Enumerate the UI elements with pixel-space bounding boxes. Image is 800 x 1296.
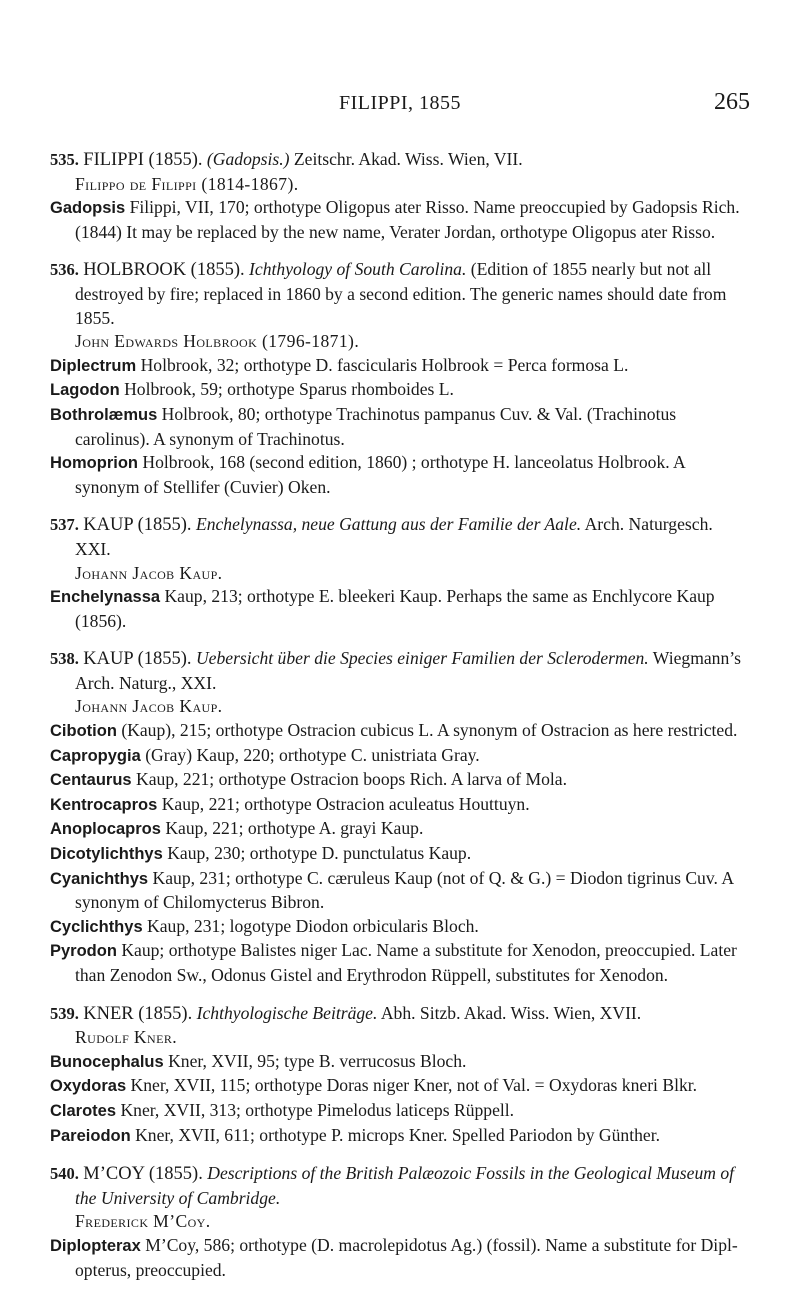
entry-heading	[50, 258, 750, 330]
genus-text: Kaup, 231; logotype Diodon orbicularis Bloch.	[147, 915, 479, 936]
genus-text: (Kaup), 215; orthotype Ostracion cubicus L. A synonym of Ostracion as here restricted.	[121, 720, 738, 741]
genus-text: Holbrook, 80; orthotype Trachinotus pampanus Cuv. & Val. (Trachinotus carolinus). A synonym of Trachinotus.	[75, 403, 677, 449]
entry-heading	[50, 1162, 750, 1210]
genus-text: Holbrook, 59; orthotype Sparus rhomboides L.	[124, 379, 454, 400]
entry-citation: Wiegmann’s Arch. Naturg., XXI.	[75, 648, 742, 693]
entry-author: M’COY (1855).	[83, 1164, 203, 1185]
genus-name: Cyanichthys	[50, 869, 149, 888]
genus-entry	[50, 585, 750, 633]
genus-entry	[50, 744, 750, 769]
entry-author: FILIPPI (1855).	[83, 150, 203, 170]
entry-byline: Frederick M’Coy.	[75, 1211, 211, 1232]
genus-text: Kaup, 221; orthotype Ostracion boops Rich. A larva of Mola.	[136, 769, 567, 790]
genus-entry	[50, 719, 750, 744]
genus-entry	[50, 817, 750, 842]
genus-text: Kner, XVII, 115; orthotype Doras niger Kner, not of Val. = Oxydoras kneri Blkr.	[130, 1075, 698, 1096]
genus-name: Cyclichthys	[50, 917, 143, 936]
genus-text: Kaup; orthotype Balistes niger Lac. Name a substitute for Xenodon, preoccupied. Later than Zenodon Sw., Odonus Gistel and Erythrodon Rüppell, substitutes for Xenodon.	[75, 940, 737, 985]
entry-byline: Johann Jacob Kaup.	[75, 562, 223, 583]
entry-number: 539.	[50, 1003, 79, 1023]
entry-citation: Abh. Sitzb. Akad. Wiss. Wien, XVII.	[380, 1002, 642, 1023]
genus-text: Kner, XVII, 313; orthotype Pimelodus laticeps Rüppell.	[120, 1099, 515, 1120]
entry-title: Ichthyologische Beiträge.	[196, 1002, 378, 1023]
genus-name: Pyrodon	[50, 942, 117, 961]
genus-text: M’Coy, 586; orthotype (D. macrolepidotus Ag.) (fossil). Name a substitute for Diplopterus, preoccupied.	[75, 1234, 738, 1280]
genus-text: Holbrook, 168 (second edition, 1860) ; orthotype H. lanceolatus Holbrook. A synonym of Stellifer (Cuvier) Oken.	[75, 452, 685, 497]
running-title: FILIPPI, 1855	[338, 92, 462, 114]
entry-title: (Gadopsis.)	[206, 149, 290, 169]
genus-entry	[50, 915, 750, 940]
genus-text: Kner, XVII, 95; type B. verrucosus Bloch.	[168, 1050, 467, 1071]
genus-name: Dicotylichthys	[50, 845, 163, 864]
entry-title: Descriptions of the British Palæozoic Fossils in the Geological Museum of the University of Cambridge.	[75, 1163, 735, 1208]
entry-byline: Filippo de Filippi (1814-1867).	[75, 173, 299, 194]
entry-byline: Johann Jacob Kaup.	[75, 696, 223, 717]
genus-entry	[50, 842, 750, 867]
entry-539	[50, 1002, 750, 1149]
entry-author: HOLBROOK (1855).	[83, 260, 245, 281]
genus-text: Holbrook, 32; orthotype D. fascicularis Holbrook = Perca formosa L.	[140, 354, 629, 375]
genus-entry	[50, 1124, 750, 1149]
genus-text: Kner, XVII, 611; orthotype P. microps Kner. Spelled Pariodon by Günther.	[135, 1124, 661, 1145]
genus-name: Lagodon	[50, 381, 120, 400]
entry-number: 538.	[50, 649, 79, 669]
entry-number: 536.	[50, 260, 79, 280]
entry-537	[50, 513, 750, 633]
genus-name: Oxydoras	[50, 1077, 127, 1096]
running-head	[0, 89, 800, 126]
entry-number: 540.	[50, 1164, 79, 1184]
genus-entry	[50, 768, 750, 793]
genus-name: Cibotion	[50, 722, 117, 741]
entry-citation: (Edition of 1855 nearly but not all destroyed by fire; replaced in 1860 by a second edition. The generic names should date from 1855.	[75, 259, 727, 328]
genus-entry	[50, 1050, 750, 1075]
genus-entry	[50, 793, 750, 818]
page-body	[50, 148, 750, 1296]
genus-entry	[50, 1234, 750, 1282]
entry-title: Enchelynassa, neue Gattung aus der Familie der Aale.	[195, 514, 582, 535]
genus-text: Filippi, VII, 170; orthotype Oligopus ater Risso. Name preoccupied by Gadopsis Rich. (1844) It may be replaced by the new name, Verater Jordan, orthotype Oligopus ater Risso.	[75, 197, 740, 242]
entry-heading	[50, 647, 750, 695]
genus-name: Anoplocapros	[50, 820, 161, 839]
entry-byline: John Edwards Holbrook (1796-1871).	[75, 331, 360, 352]
genus-name: Homoprion	[50, 454, 138, 473]
page-number: 265	[714, 89, 750, 115]
genus-text: Kaup, 230; orthotype D. punctulatus Kaup.	[167, 843, 472, 864]
genus-name: Clarotes	[50, 1101, 117, 1120]
genus-text: Kaup, 221; orthotype A. grayi Kaup.	[165, 818, 424, 839]
genus-name: Diplectrum	[50, 356, 137, 375]
genus-entry	[50, 1074, 750, 1099]
entry-author: KAUP (1855).	[83, 515, 192, 536]
genus-name: Capropygia	[50, 746, 141, 765]
genus-name: Enchelynassa	[50, 588, 161, 607]
genus-entry	[50, 354, 750, 379]
genus-entry	[50, 196, 750, 244]
genus-entry	[50, 1099, 750, 1124]
genus-text: Kaup, 221; orthotype Ostracion aculeatus Houttuyn.	[161, 793, 530, 814]
genus-text: (Gray) Kaup, 220; orthotype C. unistriata Gray.	[145, 744, 480, 765]
entry-citation: Arch. Naturgesch. XXI.	[75, 514, 713, 559]
entry-535	[50, 148, 750, 244]
entry-540	[50, 1162, 750, 1282]
entry-citation: Zeitschr. Akad. Wiss. Wien, VII.	[293, 149, 523, 169]
genus-entry	[50, 451, 750, 499]
entry-byline: Rudolf Kner.	[75, 1027, 178, 1048]
entry-author: KAUP (1855).	[83, 649, 192, 670]
entry-author: KNER (1855).	[83, 1003, 193, 1024]
genus-entry	[50, 403, 750, 451]
genus-name: Kentrocapros	[50, 795, 158, 814]
genus-text: Kaup, 231; orthotype C. cæruleus Kaup (not of Q. & G.) = Diodon tigrinus Cuv. A synonym of Chilomycterus Bibron.	[75, 867, 734, 913]
genus-entry	[50, 378, 750, 403]
entry-heading	[50, 148, 750, 173]
entry-538	[50, 647, 750, 987]
genus-name: Centaurus	[50, 771, 132, 790]
entry-536	[50, 258, 750, 499]
genus-name: Diplopterax	[50, 1236, 141, 1255]
entry-number: 537.	[50, 515, 79, 535]
genus-name: Pareiodon	[50, 1126, 131, 1145]
entry-title: Ichthyology of South Carolina.	[249, 259, 467, 280]
genus-entry	[50, 939, 750, 987]
genus-name: Bothrolæmus	[50, 405, 158, 424]
genus-name: Gadopsis	[50, 199, 126, 218]
genus-name: Bunocephalus	[50, 1052, 164, 1071]
genus-entry	[50, 867, 750, 915]
entry-heading	[50, 513, 750, 561]
genus-text: Kaup, 213; orthotype E. bleekeri Kaup. Perhaps the same as Enchlycore Kaup (1856).	[75, 586, 715, 631]
entry-title: Uebersicht über die Species einiger Familien der Sclerodermen.	[195, 648, 649, 669]
entry-heading	[50, 1002, 750, 1027]
entry-number: 535.	[50, 150, 79, 169]
